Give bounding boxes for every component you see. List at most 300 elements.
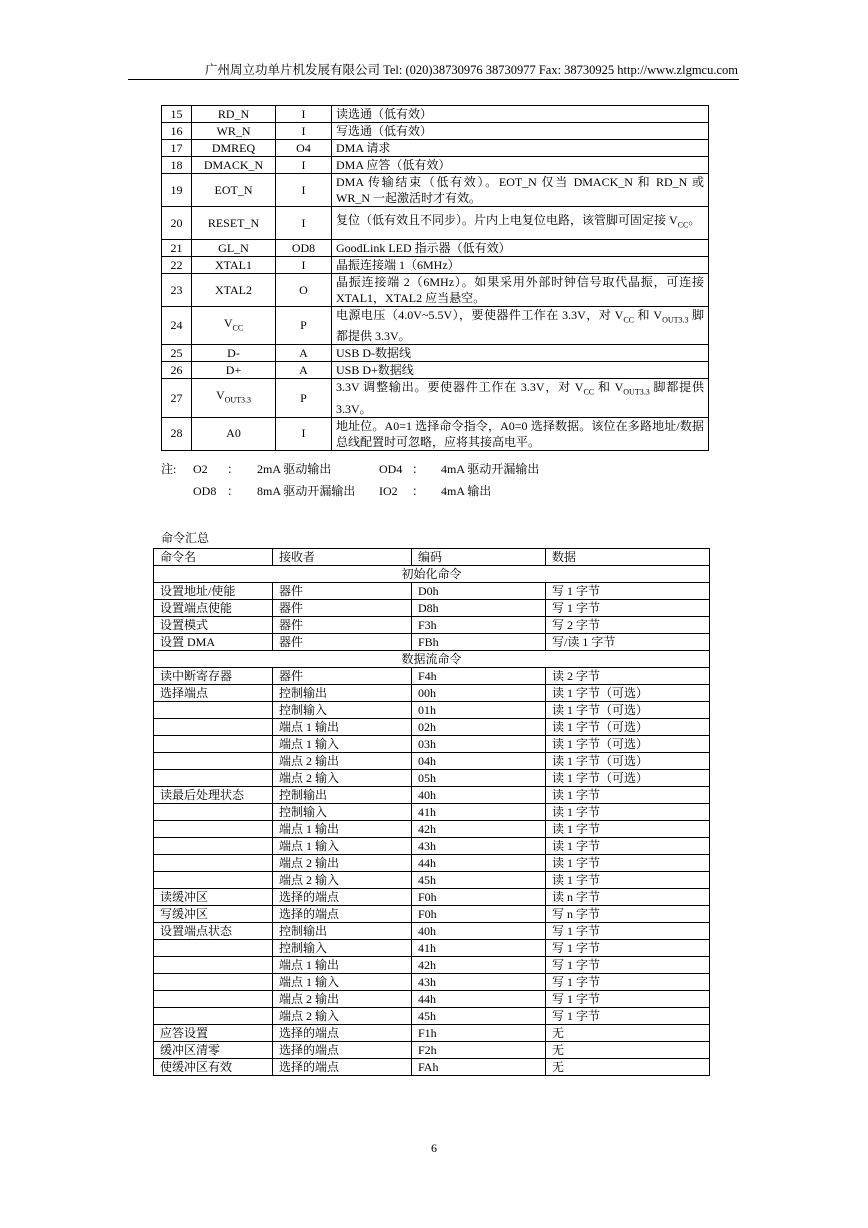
- pin-name-text: D+: [225, 362, 242, 377]
- command-row: [154, 719, 710, 736]
- command-row: [154, 974, 710, 991]
- pin-type: [276, 106, 332, 123]
- note-code: O2: [193, 462, 208, 476]
- note-desc: 4mA 驱动开漏输出: [441, 462, 540, 476]
- cell-code: F1h: [412, 1025, 546, 1042]
- pin-table-body: [162, 106, 709, 451]
- header-command-name: 命令名: [154, 549, 273, 566]
- pin-number-text: 19: [170, 182, 183, 197]
- pin-type-text: I: [301, 426, 306, 441]
- pin-name-text: XTAL2: [214, 282, 253, 297]
- pin-description: [332, 140, 709, 157]
- pin-name: [192, 106, 276, 123]
- pin-description-text: 晶振连接端 1（6MHz）: [336, 258, 460, 272]
- cell-receiver: 端点 2 输出: [273, 991, 412, 1008]
- cell-code: 44h: [412, 991, 546, 1008]
- pin-description-text: 地址位。A0=1 选择命令指令，A0=0 选择数据。该位在多路地址/数据总线配置时可忽略，应将其接高电平。: [336, 418, 704, 449]
- cell-receiver: 器件: [273, 617, 412, 634]
- cell-receiver: 端点 2 输出: [273, 753, 412, 770]
- cell-data: 写 1 字节: [546, 600, 710, 617]
- cell-code: F0h: [412, 906, 546, 923]
- cell-code: 43h: [412, 838, 546, 855]
- pin-number-text: 15: [170, 106, 183, 121]
- pin-description: [332, 362, 709, 379]
- pin-description: [332, 174, 709, 207]
- pin-description-text: 脚都提供 3.3V。: [336, 308, 704, 344]
- pin-type: [276, 174, 332, 207]
- command-row: [154, 991, 710, 1008]
- command-row: [154, 923, 710, 940]
- cell-data: 写 1 字节: [546, 583, 710, 600]
- cell-command-name: 使缓冲区有效: [154, 1059, 273, 1076]
- pin-description: [332, 307, 709, 345]
- pin-number: [162, 257, 192, 274]
- pin-description: [332, 123, 709, 140]
- cell-data: 写/读 1 字节: [546, 634, 710, 651]
- command-row: [154, 736, 710, 753]
- cell-receiver: 选择的端点: [273, 1025, 412, 1042]
- pin-description-text: GoodLink LED 指示器（低有效）: [336, 241, 511, 255]
- cell-command-name: 设置 DMA: [154, 634, 273, 651]
- pin-number-text: 26: [170, 362, 183, 377]
- pin-number: [162, 207, 192, 240]
- command-row: [154, 821, 710, 838]
- pin-description: [332, 417, 709, 450]
- cell-code: 04h: [412, 753, 546, 770]
- pin-type-text: I: [301, 257, 306, 272]
- cell-code: 01h: [412, 702, 546, 719]
- pin-number-text: 22: [170, 257, 183, 272]
- cell-receiver: 端点 2 输入: [273, 1008, 412, 1025]
- pin-row: [162, 207, 709, 240]
- pin-type: [276, 240, 332, 257]
- pin-name-text: XTAL1: [214, 257, 253, 272]
- pin-description-text: 和 V: [594, 380, 624, 395]
- note-desc: 8mA 驱动开漏输出: [257, 484, 356, 498]
- pin-number-text: 18: [170, 157, 183, 172]
- pin-type: [276, 362, 332, 379]
- pin-description: [332, 106, 709, 123]
- cell-receiver: 端点 2 输入: [273, 770, 412, 787]
- cell-command-name: [154, 753, 273, 770]
- cell-data: 读 1 字节（可选）: [546, 753, 710, 770]
- pin-name-text: V: [223, 316, 233, 330]
- cell-receiver: 选择的端点: [273, 1059, 412, 1076]
- cell-receiver: 端点 1 输入: [273, 736, 412, 753]
- cell-command-name: [154, 838, 273, 855]
- pin-row: [162, 362, 709, 379]
- pin-description: [332, 240, 709, 257]
- cell-command-name: 读中断寄存器: [154, 668, 273, 685]
- cell-command-name: 读缓冲区: [154, 889, 273, 906]
- cell-data: 读 1 字节: [546, 821, 710, 838]
- pin-number: [162, 174, 192, 207]
- pin-type-text: I: [301, 215, 306, 230]
- pin-description-text: 和 V: [634, 308, 663, 322]
- pin-name: [192, 307, 276, 345]
- pin-type-text: O: [299, 282, 308, 297]
- pin-name-text: DMREQ: [211, 140, 256, 155]
- cell-code: F2h: [412, 1042, 546, 1059]
- command-row: [154, 940, 710, 957]
- cell-receiver: 器件: [273, 600, 412, 617]
- note-code: IO2: [379, 484, 398, 498]
- cell-data: 读 1 字节: [546, 855, 710, 872]
- pin-type-text: A: [299, 345, 308, 360]
- cell-code: 41h: [412, 940, 546, 957]
- cell-command-name: 读最后处理状态: [154, 787, 273, 804]
- cell-code: 00h: [412, 685, 546, 702]
- cell-command-name: 设置模式: [154, 617, 273, 634]
- command-row: [154, 889, 710, 906]
- cell-receiver: 端点 1 输出: [273, 821, 412, 838]
- cell-receiver: 控制输出: [273, 787, 412, 804]
- pin-description: [332, 257, 709, 274]
- cell-receiver: 端点 1 输出: [273, 719, 412, 736]
- pin-description-text: DMA 请求: [336, 141, 391, 155]
- cell-command-name: [154, 702, 273, 719]
- command-summary-title: 命令汇总: [161, 531, 210, 545]
- pin-row: [162, 106, 709, 123]
- cell-receiver: 控制输入: [273, 804, 412, 821]
- pin-description-text: 电源电压（4.0V~5.5V），要使器件工作在 3.3V，对 V: [336, 308, 624, 322]
- pin-name: [192, 257, 276, 274]
- command-row: [154, 600, 710, 617]
- pin-number: [162, 240, 192, 257]
- pin-name-text: A0: [226, 426, 241, 441]
- pin-name: [192, 157, 276, 174]
- cell-command-name: [154, 872, 273, 889]
- pin-type-text: A: [299, 362, 308, 377]
- pin-type: [276, 140, 332, 157]
- cell-data: 读 1 字节: [546, 787, 710, 804]
- pin-description-text: USB D-数据线: [336, 346, 412, 361]
- cell-receiver: 器件: [273, 634, 412, 651]
- cell-command-name: [154, 1008, 273, 1025]
- pin-name: [192, 123, 276, 140]
- note-colon: ：: [227, 462, 240, 476]
- command-row: [154, 583, 710, 600]
- command-row: [154, 838, 710, 855]
- pin-type: [276, 157, 332, 174]
- command-row: [154, 855, 710, 872]
- pin-name: [192, 417, 276, 450]
- pin-description: [332, 157, 709, 174]
- pin-description-text: DMA 传输结束（低有效）。EOT_N 仅当 DMACK_N 和 RD_N 或 WR_N 一起激活时才有效。: [336, 175, 704, 205]
- pin-row: [162, 379, 709, 417]
- pin-name-text: GL_N: [218, 240, 249, 255]
- cell-data: 读 1 字节: [546, 838, 710, 855]
- pin-number-text: 27: [170, 390, 183, 405]
- cell-command-name: [154, 991, 273, 1008]
- pin-name-text: RD_N: [217, 106, 250, 121]
- pin-type-text: I: [301, 123, 306, 138]
- pin-name-text: V: [215, 388, 225, 403]
- note-code: OD8: [193, 484, 217, 498]
- cell-code: FAh: [412, 1059, 546, 1076]
- cell-receiver: 端点 2 输出: [273, 855, 412, 872]
- pin-type-text: I: [301, 182, 306, 197]
- cell-receiver: 端点 1 输入: [273, 974, 412, 991]
- pin-description-subscript: CC: [583, 387, 595, 397]
- pin-description: [332, 274, 709, 307]
- cell-receiver: 端点 2 输入: [273, 872, 412, 889]
- command-row: [154, 787, 710, 804]
- header-rule: [128, 79, 739, 80]
- pin-name-text: D-: [227, 345, 240, 360]
- note-code: OD4: [379, 462, 403, 476]
- pin-type: [276, 207, 332, 240]
- cell-code: F4h: [412, 668, 546, 685]
- cell-receiver: 控制输入: [273, 702, 412, 719]
- cell-data: 读 1 字节（可选）: [546, 702, 710, 719]
- pin-description-text: 3.3V 调整输出。要使器件工作在 3.3V，对 V: [336, 380, 584, 395]
- pin-description-subscript: CC: [677, 220, 689, 230]
- pin-row: [162, 157, 709, 174]
- cell-command-name: [154, 719, 273, 736]
- pin-name: [192, 140, 276, 157]
- cell-data: 无: [546, 1025, 710, 1042]
- cell-command-name: 设置地址/使能: [154, 583, 273, 600]
- pin-type-text: I: [301, 106, 306, 121]
- pin-type: [276, 123, 332, 140]
- cell-data: 写 n 字节: [546, 906, 710, 923]
- command-table: [153, 548, 710, 1076]
- cell-command-name: [154, 974, 273, 991]
- pin-name-subscript: CC: [232, 323, 244, 333]
- cell-data: 写 1 字节: [546, 923, 710, 940]
- cell-data: 无: [546, 1042, 710, 1059]
- command-row: [154, 872, 710, 889]
- cell-data: 写 1 字节: [546, 1008, 710, 1025]
- pin-number-text: 28: [170, 426, 183, 441]
- command-row: [154, 770, 710, 787]
- note-desc: 2mA 驱动输出: [257, 462, 332, 476]
- pin-name: [192, 174, 276, 207]
- pin-name-text: EOT_N: [214, 182, 253, 197]
- pin-type-text: OD8: [291, 240, 316, 255]
- header-receiver: 接收者: [273, 549, 412, 566]
- pin-description-text: 脚都提供 3.3V。: [336, 380, 704, 416]
- cell-command-name: [154, 957, 273, 974]
- cell-data: 写 1 字节: [546, 991, 710, 1008]
- pin-description-text: USB D+数据线: [336, 363, 414, 378]
- pin-type: [276, 307, 332, 345]
- cell-command-name: 应答设置: [154, 1025, 273, 1042]
- pin-number-text: 23: [170, 282, 183, 297]
- cell-command-name: [154, 770, 273, 787]
- command-row: [154, 1042, 710, 1059]
- pin-type: [276, 274, 332, 307]
- command-row: [154, 1059, 710, 1076]
- pin-row: [162, 123, 709, 140]
- pin-name: [192, 345, 276, 362]
- pin-name: [192, 240, 276, 257]
- pin-number: [162, 417, 192, 450]
- pin-description-text: 读选通（低有效）: [336, 107, 433, 121]
- cell-data: 读 1 字节（可选）: [546, 770, 710, 787]
- cell-data: 读 1 字节（可选）: [546, 736, 710, 753]
- command-row: [154, 804, 710, 821]
- section-title: 数据流命令: [154, 651, 710, 668]
- command-row: [154, 685, 710, 702]
- cell-data: 读 1 字节（可选）: [546, 685, 710, 702]
- section-title: 初始化命令: [154, 566, 710, 583]
- pin-number: [162, 140, 192, 157]
- command-row: [154, 617, 710, 634]
- pin-type: [276, 379, 332, 417]
- pin-name: [192, 274, 276, 307]
- cell-command-name: 设置端点状态: [154, 923, 273, 940]
- cell-receiver: 选择的端点: [273, 906, 412, 923]
- note-colon: ：: [412, 484, 425, 498]
- cell-data: 写 1 字节: [546, 974, 710, 991]
- cell-code: F0h: [412, 889, 546, 906]
- pin-type: [276, 345, 332, 362]
- command-table-body: [154, 566, 710, 1076]
- cell-data: 读 2 字节: [546, 668, 710, 685]
- pin-number: [162, 123, 192, 140]
- notes-prefix: 注:: [161, 462, 177, 476]
- cell-data: 无: [546, 1059, 710, 1076]
- page-number: 6: [431, 1141, 437, 1155]
- cell-code: 44h: [412, 855, 546, 872]
- pin-name-text: DMACK_N: [203, 157, 264, 172]
- pin-number: [162, 379, 192, 417]
- cell-command-name: 设置端点使能: [154, 600, 273, 617]
- cell-receiver: 控制输入: [273, 940, 412, 957]
- command-row: [154, 1025, 710, 1042]
- header-code: 编码: [412, 549, 546, 566]
- cell-receiver: 器件: [273, 583, 412, 600]
- pin-name: [192, 207, 276, 240]
- page-header: 广州周立功单片机发展有限公司 Tel: (020)38730976 38730977 Fax: 38730925 http://www.zlgmcu.com: [204, 63, 738, 77]
- command-row: [154, 702, 710, 719]
- pin-description: [332, 345, 709, 362]
- pin-description-text: 复位（低有效且不同步）。片内上电复位电路，该管脚可固定接 V: [336, 213, 678, 228]
- cell-command-name: 选择端点: [154, 685, 273, 702]
- cell-code: 03h: [412, 736, 546, 753]
- cell-code: 05h: [412, 770, 546, 787]
- pin-description-subscript: OUT3.3: [662, 315, 689, 325]
- pin-number-text: 25: [170, 345, 183, 360]
- command-row: [154, 906, 710, 923]
- cell-code: 42h: [412, 957, 546, 974]
- pin-number: [162, 157, 192, 174]
- pin-number: [162, 106, 192, 123]
- pin-number-text: 16: [170, 123, 183, 138]
- note-colon: ：: [412, 462, 425, 476]
- cell-data: 读 1 字节: [546, 872, 710, 889]
- pin-name: [192, 379, 276, 417]
- pin-number: [162, 274, 192, 307]
- pin-row: [162, 140, 709, 157]
- cell-data: 读 n 字节: [546, 889, 710, 906]
- cell-receiver: 控制输出: [273, 685, 412, 702]
- cell-command-name: [154, 855, 273, 872]
- note-desc: 4mA 输出: [441, 484, 492, 498]
- pin-type-text: P: [300, 390, 307, 405]
- cell-data: 写 1 字节: [546, 940, 710, 957]
- cell-code: D0h: [412, 583, 546, 600]
- pin-number: [162, 362, 192, 379]
- cell-code: 40h: [412, 787, 546, 804]
- pin-description-text: DMA 应答（低有效）: [336, 158, 451, 172]
- cell-data: 读 1 字节（可选）: [546, 719, 710, 736]
- pin-number-text: 21: [170, 240, 183, 255]
- pin-description-subscript: CC: [623, 315, 635, 325]
- cell-command-name: [154, 821, 273, 838]
- cell-code: D8h: [412, 600, 546, 617]
- cell-receiver: 器件: [273, 668, 412, 685]
- pin-row: [162, 345, 709, 362]
- command-table-header: [154, 549, 710, 566]
- cell-data: 写 1 字节: [546, 957, 710, 974]
- header-data: 数据: [546, 549, 710, 566]
- pin-description-text: 晶振连接端 2（6MHz）。如果采用外部时钟信号取代晶振，可连接 XTAL1，XTAL2 应当悬空。: [336, 275, 704, 305]
- pin-description: [332, 379, 709, 417]
- cell-command-name: [154, 736, 273, 753]
- cell-code: 02h: [412, 719, 546, 736]
- cell-code: 40h: [412, 923, 546, 940]
- pin-row: [162, 417, 709, 450]
- command-row: [154, 668, 710, 685]
- pin-number: [162, 345, 192, 362]
- cell-receiver: 端点 1 输入: [273, 838, 412, 855]
- cell-receiver: 选择的端点: [273, 1042, 412, 1059]
- cell-code: 42h: [412, 821, 546, 838]
- cell-code: 45h: [412, 872, 546, 889]
- pin-type-text: P: [300, 318, 307, 333]
- pin-row: [162, 307, 709, 345]
- pin-type-text: I: [301, 157, 306, 172]
- cell-code: F3h: [412, 617, 546, 634]
- pin-row: [162, 257, 709, 274]
- pin-name-text: WR_N: [216, 123, 251, 138]
- pin-row: [162, 240, 709, 257]
- pin-name-subscript: OUT3.3: [224, 395, 252, 405]
- pin-type-text: O4: [296, 140, 311, 155]
- pin-type: [276, 417, 332, 450]
- pin-description-text: 写选通（低有效）: [336, 124, 433, 138]
- pin-type: [276, 257, 332, 274]
- cell-receiver: 端点 1 输出: [273, 957, 412, 974]
- cell-code: FBh: [412, 634, 546, 651]
- cell-data: 写 2 字节: [546, 617, 710, 634]
- pin-number-text: 20: [170, 215, 183, 230]
- pin-description: [332, 207, 709, 240]
- command-row: [154, 753, 710, 770]
- cell-command-name: 写缓冲区: [154, 906, 273, 923]
- cell-command-name: [154, 940, 273, 957]
- command-row: [154, 957, 710, 974]
- cell-command-name: 缓冲区清零: [154, 1042, 273, 1059]
- note-colon: ：: [227, 484, 240, 498]
- cell-code: 41h: [412, 804, 546, 821]
- cell-data: 读 1 字节: [546, 804, 710, 821]
- pin-description-text: 。: [688, 213, 701, 228]
- command-row: [154, 634, 710, 651]
- pin-row: [162, 274, 709, 307]
- pin-number-text: 24: [170, 318, 183, 333]
- command-row: [154, 1008, 710, 1025]
- cell-code: 45h: [412, 1008, 546, 1025]
- pin-name: [192, 362, 276, 379]
- pin-name-text: RESET_N: [207, 215, 260, 230]
- cell-code: 43h: [412, 974, 546, 991]
- pin-number: [162, 307, 192, 345]
- pin-number-text: 17: [170, 140, 183, 155]
